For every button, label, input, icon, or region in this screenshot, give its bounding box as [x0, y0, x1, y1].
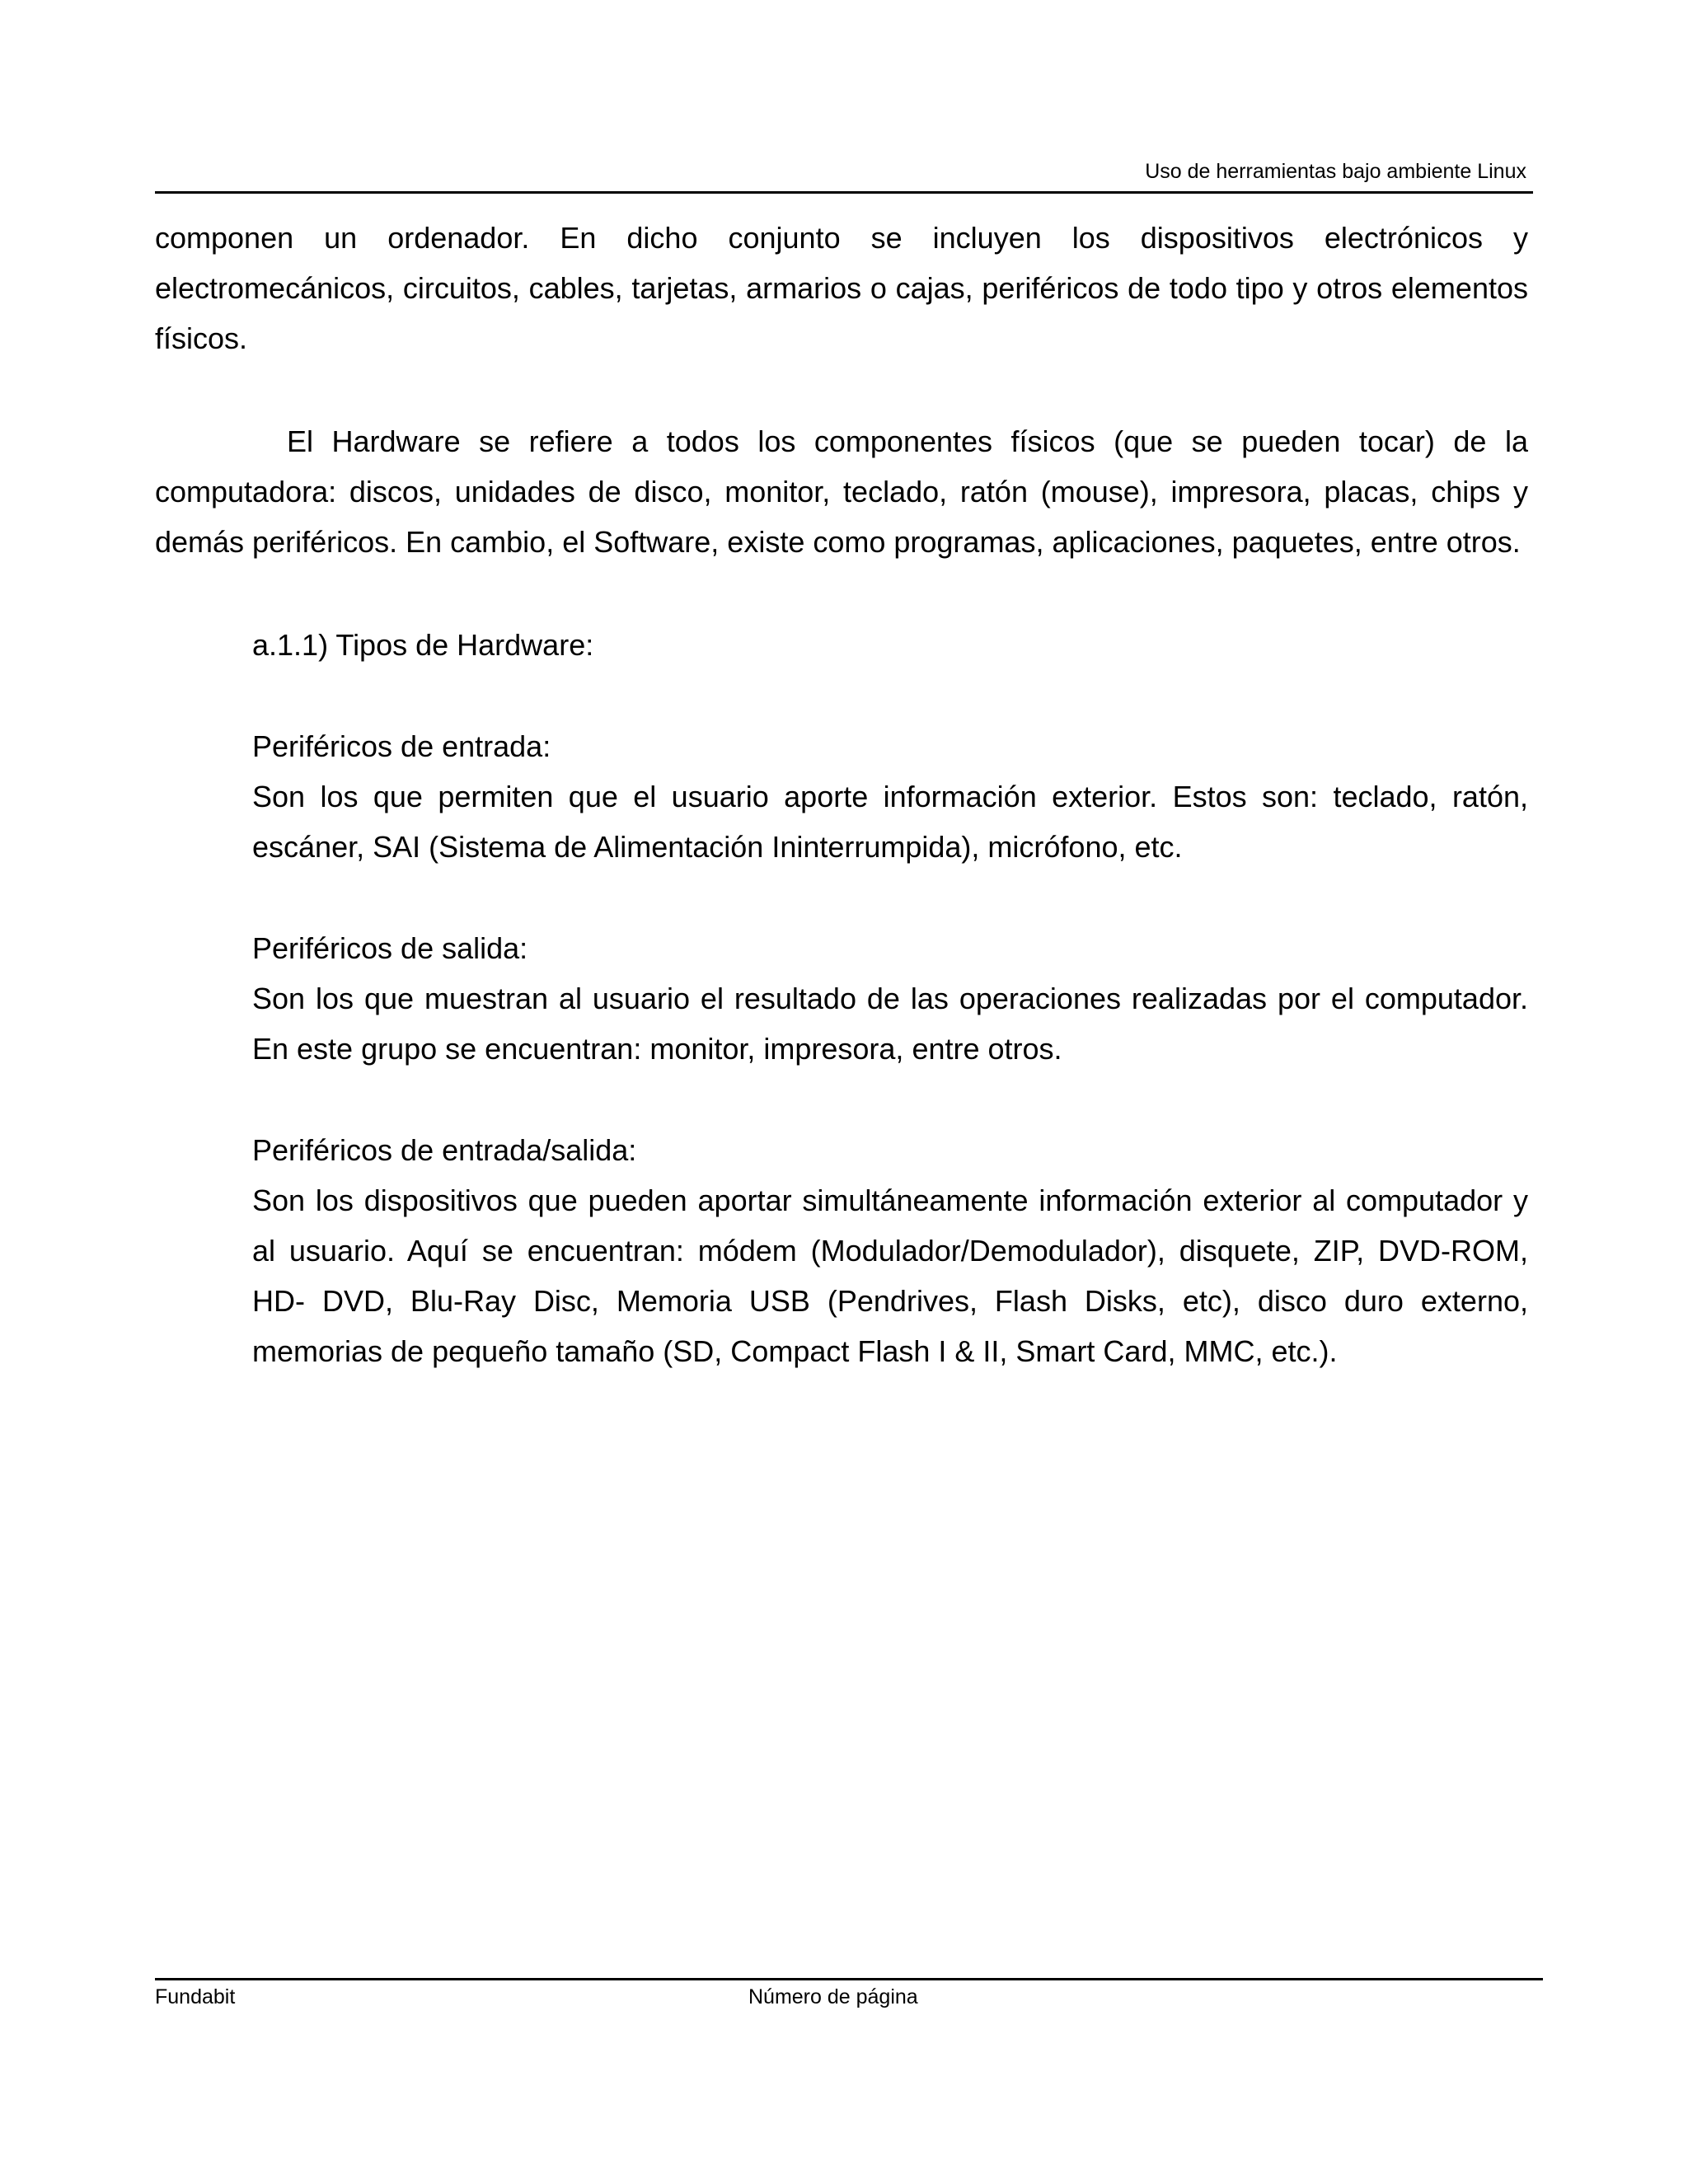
page-footer: [155, 1978, 1543, 2013]
header-title: Uso de herramientas bajo ambiente Linux: [1145, 160, 1526, 183]
document-body: [155, 213, 1528, 1376]
subsection-heading-output: Periféricos de salida:: [252, 931, 528, 965]
paragraph-spacer: [155, 363, 1528, 416]
paragraph-spacer: [155, 567, 1528, 620]
subsection-heading-input-output: Periféricos de entrada/salida:: [252, 1133, 637, 1167]
subsection-heading-input: Periféricos de entrada:: [252, 729, 551, 763]
paragraph-spacer: [252, 670, 1528, 721]
paragraph-spacer: [252, 872, 1528, 923]
subsection-text-input-output: Son los dispositivos que pueden aportar simultáneamente información exterior al computador y al usuario. Aquí se encuentran: módem (Modulador/Demodulador), disquete, ZIP, DVD-ROM, HD- DVD, Blu-Ray Disc, Memoria USB (Pendrives, Flash Disks, etc), disco duro externo, memorias de pequeño tamaño (SD, Compact Flash I & II, Smart Card, MMC, etc.).: [252, 1183, 1528, 1368]
paragraph-spacer: [252, 1074, 1528, 1125]
hardware-types-section: [252, 620, 1528, 1376]
footer-organization: Fundabit: [155, 1985, 236, 2008]
page-header: [155, 153, 1533, 194]
footer-page-number-label: Número de página: [748, 1985, 918, 2008]
paragraph-intro-continuation: componen un ordenador. En dicho conjunto se incluyen los dispositivos electrónicos y electromecánicos, circuitos, cables, tarjetas, armarios o cajas, periféricos de todo tipo y otros elementos físicos.: [155, 221, 1528, 355]
subsection-text-input: Son los que permiten que el usuario aporte información exterior. Estos son: teclado, ratón, escáner, SAI (Sistema de Alimentación Ininterrumpida), micrófono, etc.: [252, 780, 1528, 864]
paragraph-hardware-definition: El Hardware se refiere a todos los componentes físicos (que se pueden tocar) de la computadora: discos, unidades de disco, monitor, teclado, ratón (mouse), impresora, placas, chips y demás periféricos. En cambio, el Software, existe como programas, aplicaciones, paquetes, entre otros.: [155, 424, 1528, 559]
subsection-text-output: Son los que muestran al usuario el resultado de las operaciones realizadas por el computador. En este grupo se encuentran: monitor, impresora, entre otros.: [252, 982, 1528, 1066]
section-heading: a.1.1) Tipos de Hardware:: [252, 628, 594, 662]
